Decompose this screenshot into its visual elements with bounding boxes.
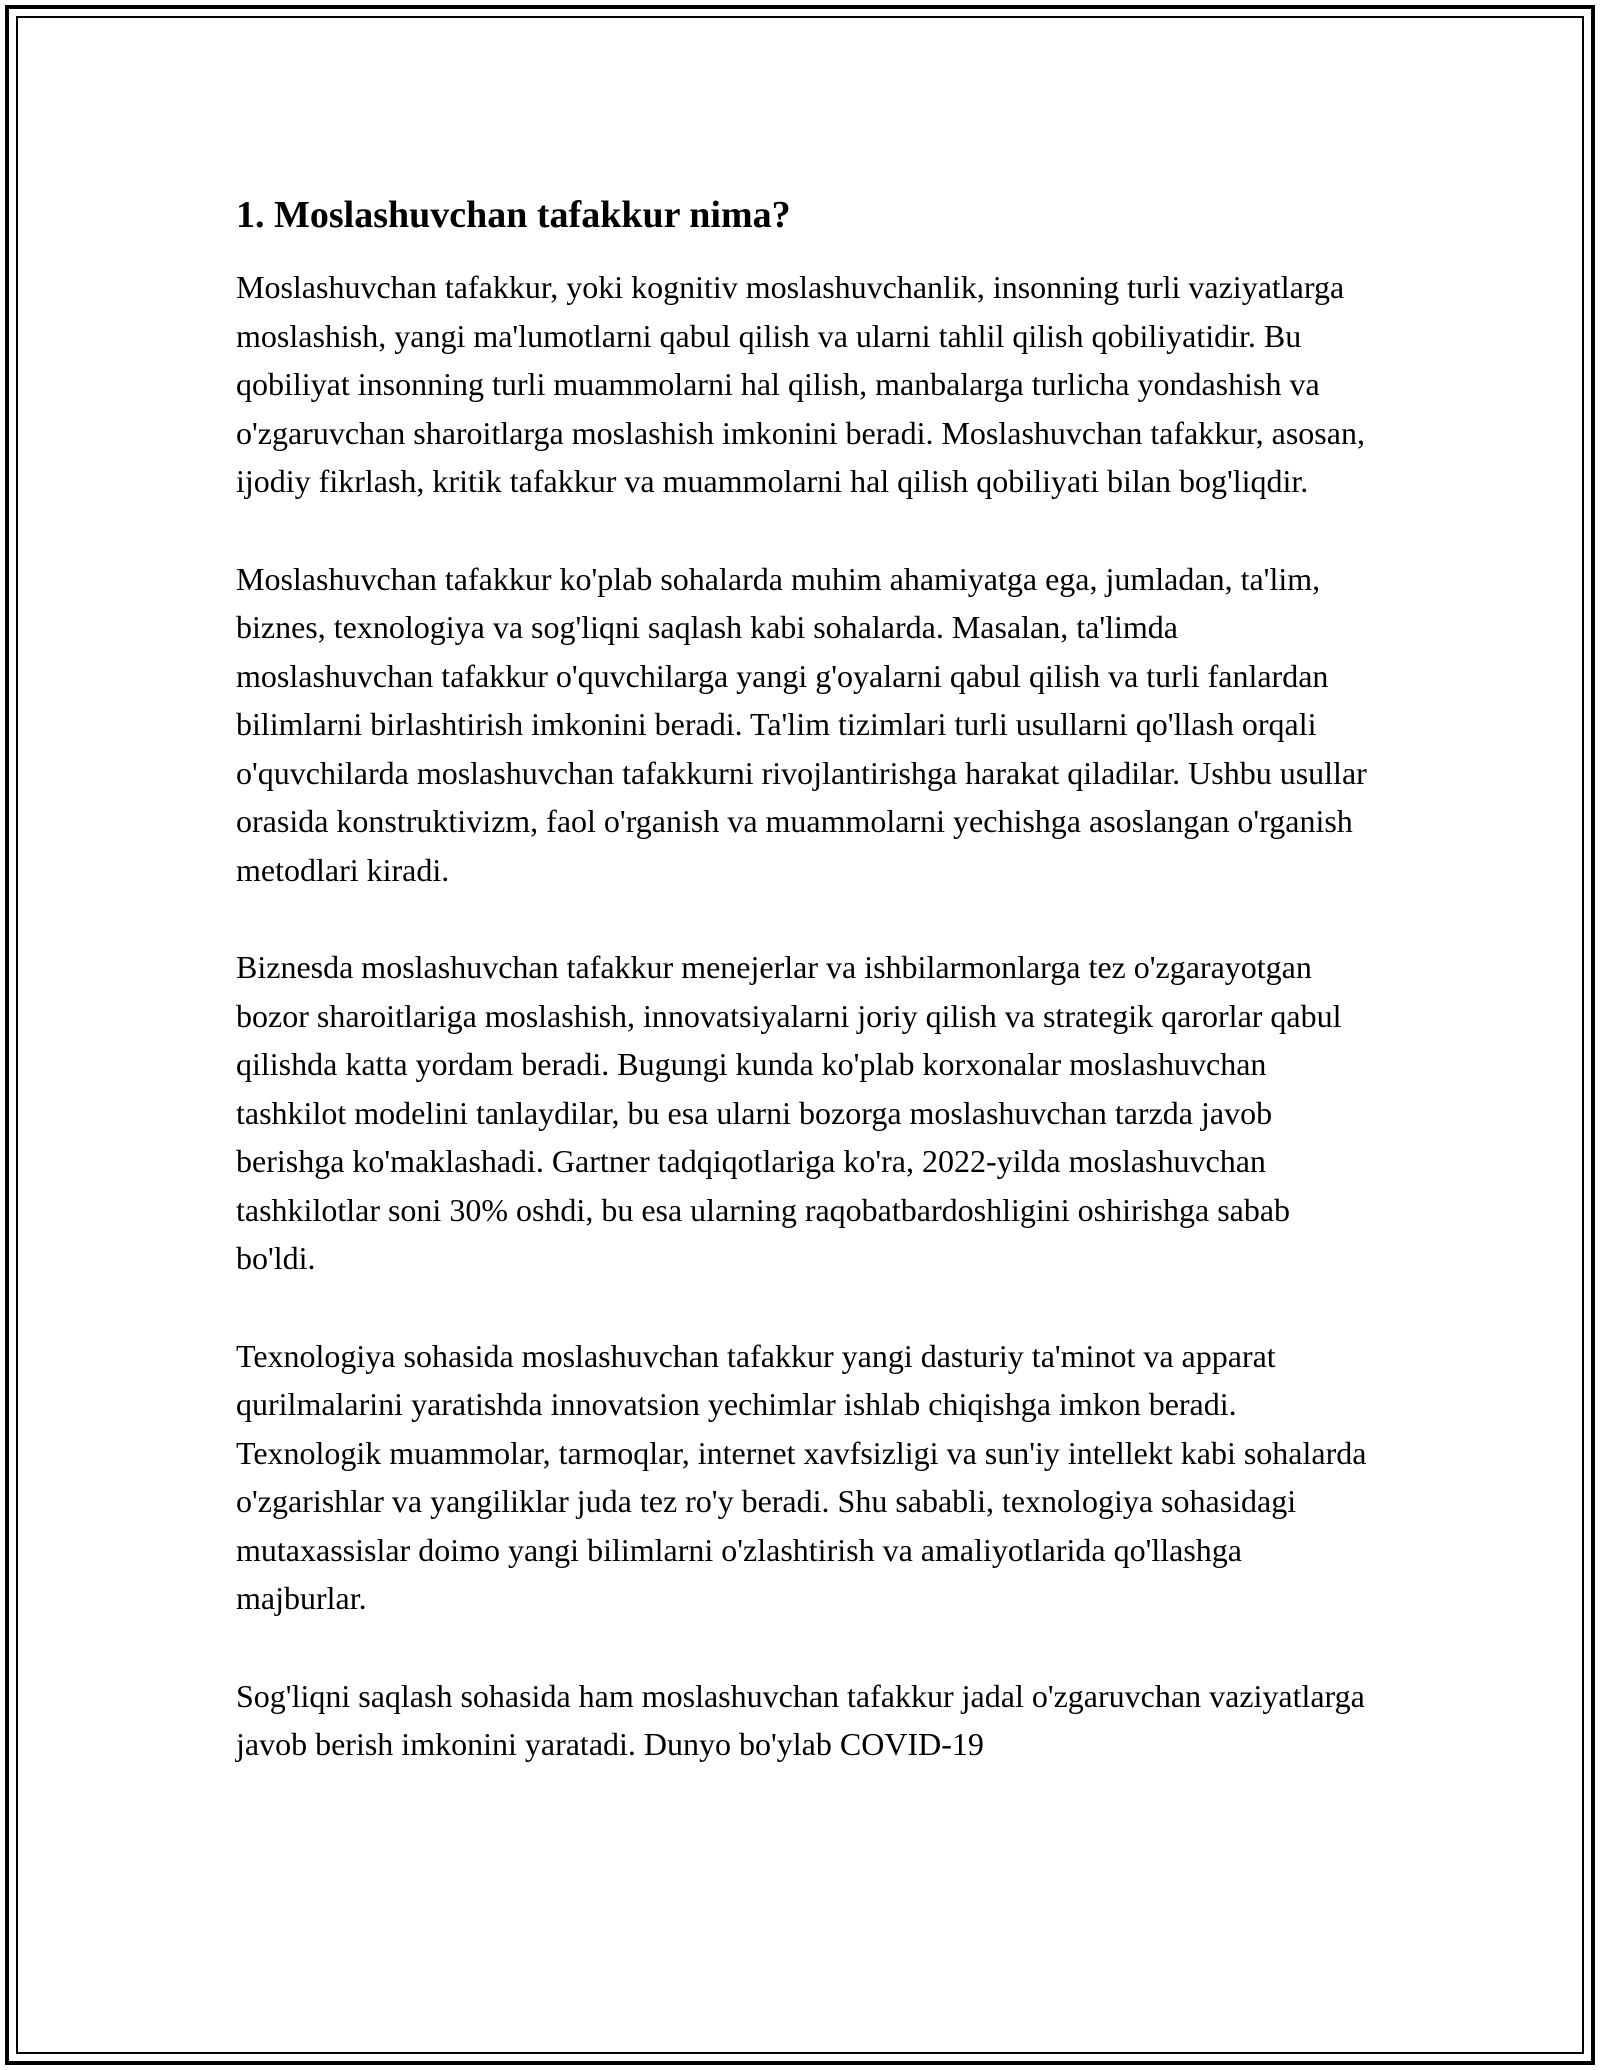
paragraph-education: Moslashuvchan tafakkur ko'plab sohalarda muhim ahamiyatga ega, jumladan, ta'lim, biznes, texnologiya va sog'liqni saqlash kabi sohalarda. Masalan, ta'limda moslashuvchan tafakkur o'quvchilarga yangi g'oyalarni qabul qilish va turli fanlardan bilimlarni birlashtirish imkonini beradi. Ta'lim tizimlari turli usullarni qo'llash orqali o'quvchilarda moslashuvchan tafakkurni rivojlantirishga harakat qiladilar. Ushbu usullar orasida konstruktivizm, faol o'rganish va muammolarni yechishga asoslangan o'rganish metodlari kiradi.: [236, 560, 1367, 888]
paragraph-definition: Moslashuvchan tafakkur, yoki kognitiv moslashuvchanlik, insonning turli vaziyatlarga moslashish, yangi ma'lumotlarni qabul qilish va ularni tahlil qilish qobiliyatidir. Bu qobiliyat insonning turli muammolarni hal qilish, manbalarga turlicha yondashish va o'zgaruvchan sharoitlarga moslashish imkonini beradi. Moslashuvchan tafakkur, asosan, ijodiy fikrlash, kritik tafakkur va muammolarni hal qilish qobiliyati bilan bog'liqdir.: [236, 269, 1365, 499]
paragraph-technology: Texnologiya sohasida moslashuvchan tafakkur yangi dasturiy ta'minot va apparat qurilmalarini yaratishda innovatsion yechimlar ishlab chiqishga imkon beradi. Texnologik muammolar, tarmoqlar, internet xavfsizligi va sun'iy intellekt kabi sohalarda o'zgarishlar va yangiliklar juda tez ro'y beradi. Shu sababli, texnologiya sohasidagi mutaxassislar doimo yangi bilimlarni o'zlashtirish va amaliyotlarida qo'llashga majburlar.: [236, 1337, 1367, 1616]
document-body: [236, 185, 1376, 1818]
section-heading: 1. Moslashuvchan tafakkur nima?: [236, 194, 791, 236]
paragraph-business: Biznesda moslashuvchan tafakkur menejerlar va ishbilarmonlarga tez o'zgarayotgan bozor sharoitlariga moslashish, innovatsiyalarni joriy qilish va strategik qarorlar qabul qilishda katta yordam beradi. Bugungi kunda ko'plab korxonalar moslashuvchan tashkilot modelini tanlaydilar, bu esa ularni bozorga moslashuvchan tarzda javob berishga ko'maklashadi. Gartner tadqiqotlariga ko'ra, 2022-yilda moslashuvchan tashkilotlar soni 30% oshdi, bu esa ularning raqobatbardoshligini oshirishga sabab bo'ldi.: [236, 949, 1342, 1276]
paragraph-healthcare: Sog'liqni saqlash sohasida ham moslashuvchan tafakkur jadal o'zgaruvchan vaziyatlarga javob berish imkonini yaratadi. Dunyo bo'ylab COVID-19: [236, 1677, 1365, 1762]
